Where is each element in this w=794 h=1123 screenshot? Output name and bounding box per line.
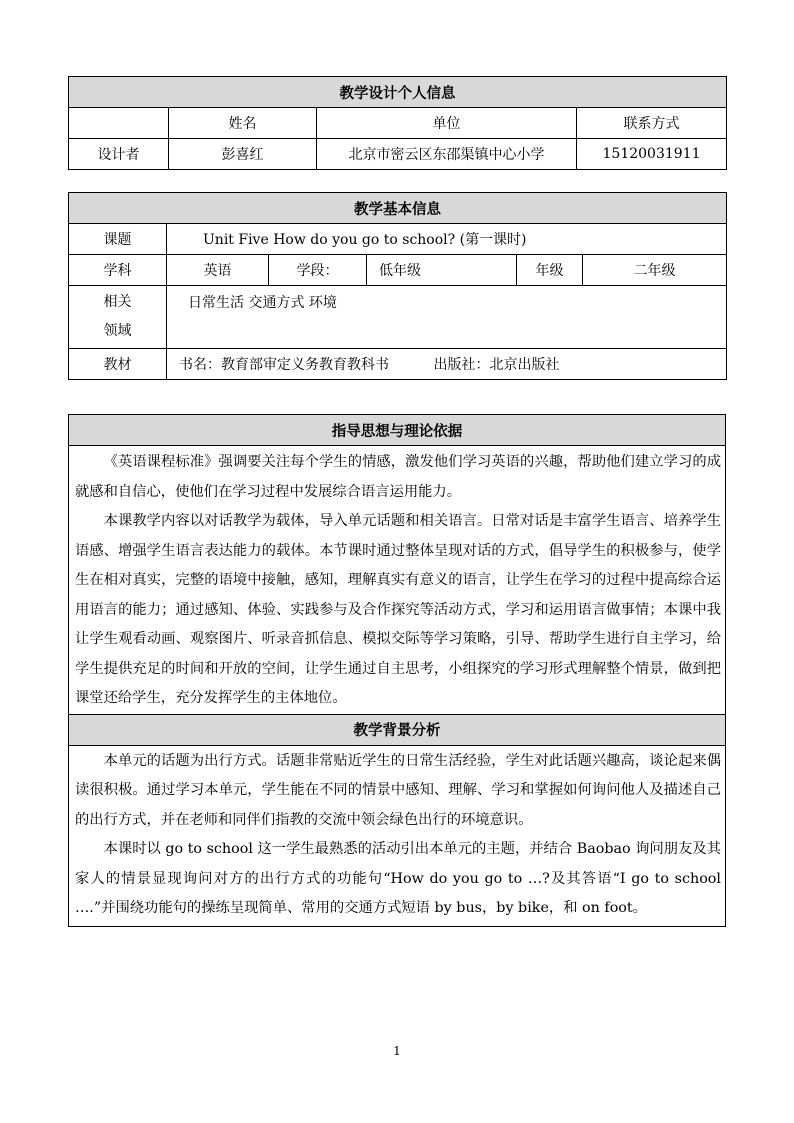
unit-column-header: 单位 bbox=[317, 108, 577, 139]
domain-label bbox=[69, 286, 167, 349]
domain-value: 日常生活 交通方式 环境 bbox=[167, 286, 727, 349]
topic-value: Unit Five How do you go to school? (第一课时) bbox=[167, 224, 727, 255]
domain-label-line-1: 相关 bbox=[103, 294, 132, 310]
page-number: 1 bbox=[393, 1044, 401, 1058]
textbook-label: 教材 bbox=[69, 349, 167, 380]
stage-value: 低年级 bbox=[367, 255, 517, 286]
background-title: 教学背景分析 bbox=[69, 714, 726, 745]
guidance-body bbox=[69, 446, 726, 715]
personal-info-table bbox=[68, 76, 727, 170]
topic-label: 课题 bbox=[69, 224, 167, 255]
subject-value: 英语 bbox=[167, 255, 269, 286]
subject-label: 学科 bbox=[69, 255, 167, 286]
guidance-title: 指导思想与理论依据 bbox=[69, 415, 726, 446]
designer-contact: 15120031911 bbox=[577, 139, 727, 170]
textbook-value: 书名：教育部审定义务教育教科书 出版社：北京出版社 bbox=[167, 349, 727, 380]
analysis-table bbox=[68, 414, 726, 927]
domain-label-line-2: 领域 bbox=[103, 323, 132, 339]
basic-info-title: 教学基本信息 bbox=[69, 193, 727, 224]
name-column-header: 姓名 bbox=[169, 108, 317, 139]
grade-label: 年级 bbox=[517, 255, 583, 286]
guidance-paragraph: 本课教学内容以对话教学为载体，导入单元话题和相关语言。日常对话是丰富学生语言、培养学生语感、增强学生语言表达能力的载体。本节课时通过整体呈现对话的方式，倡导学生的积极参与，使学生在相对真实，完整的语境中接触，感知，理解真实有意义的语言，让学生在学习的过程中提高综合运用语言的能力；通过感知、体验、实践参与及合作探究等活动方式，学习和运用语言做事情；本课中我让学生观看动画、观察图片、听录音抓信息、模拟交际等学习策略，引导、帮助学生进行自主学习，给学生提供充足的时间和开放的空间，让学生通过自主思考，小组探究的学习形式理解整个情景，做到把课堂还给学生，充分发挥学生的主体地位。 bbox=[75, 513, 721, 706]
background-paragraph: 本课时以 go to school 这一学生最熟悉的活动引出本单元的主题，并结合 Baobao 询问朋友及其家人的情景显现询问对方的出行方式的功能句“How do you go to …?及其答语“I go to school ….”并围绕功能句的操练呈现简单、常用的交通方式短语 by bus，by bike，和 on foot。 bbox=[75, 841, 721, 916]
contact-column-header: 联系方式 bbox=[577, 108, 727, 139]
grade-value: 二年级 bbox=[583, 255, 727, 286]
guidance-paragraph: 《英语课程标准》强调要关注每个学生的情感，激发他们学习英语的兴趣，帮助他们建立学习的成就感和自信心，使他们在学习过程中发展综合语言运用能力。 bbox=[75, 454, 721, 500]
personal-empty-cell bbox=[69, 108, 169, 139]
stage-label: 学段： bbox=[269, 255, 367, 286]
background-body bbox=[69, 745, 726, 926]
designer-label: 设计者 bbox=[69, 139, 169, 170]
basic-info-table bbox=[68, 192, 727, 380]
designer-name: 彭喜红 bbox=[169, 139, 317, 170]
background-paragraph: 本单元的话题为出行方式。话题非常贴近学生的日常生活经验，学生对此话题兴趣高，谈论起来偶读很积极。通过学习本单元，学生能在不同的情景中感知、理解、学习和掌握如何询问他人及描述自己的出行方式，并在老师和同伴们指教的交流中领会绿色出行的环境意识。 bbox=[75, 752, 721, 828]
designer-unit: 北京市密云区东邵渠镇中心小学 bbox=[317, 139, 577, 170]
personal-info-title: 教学设计个人信息 bbox=[69, 77, 727, 108]
